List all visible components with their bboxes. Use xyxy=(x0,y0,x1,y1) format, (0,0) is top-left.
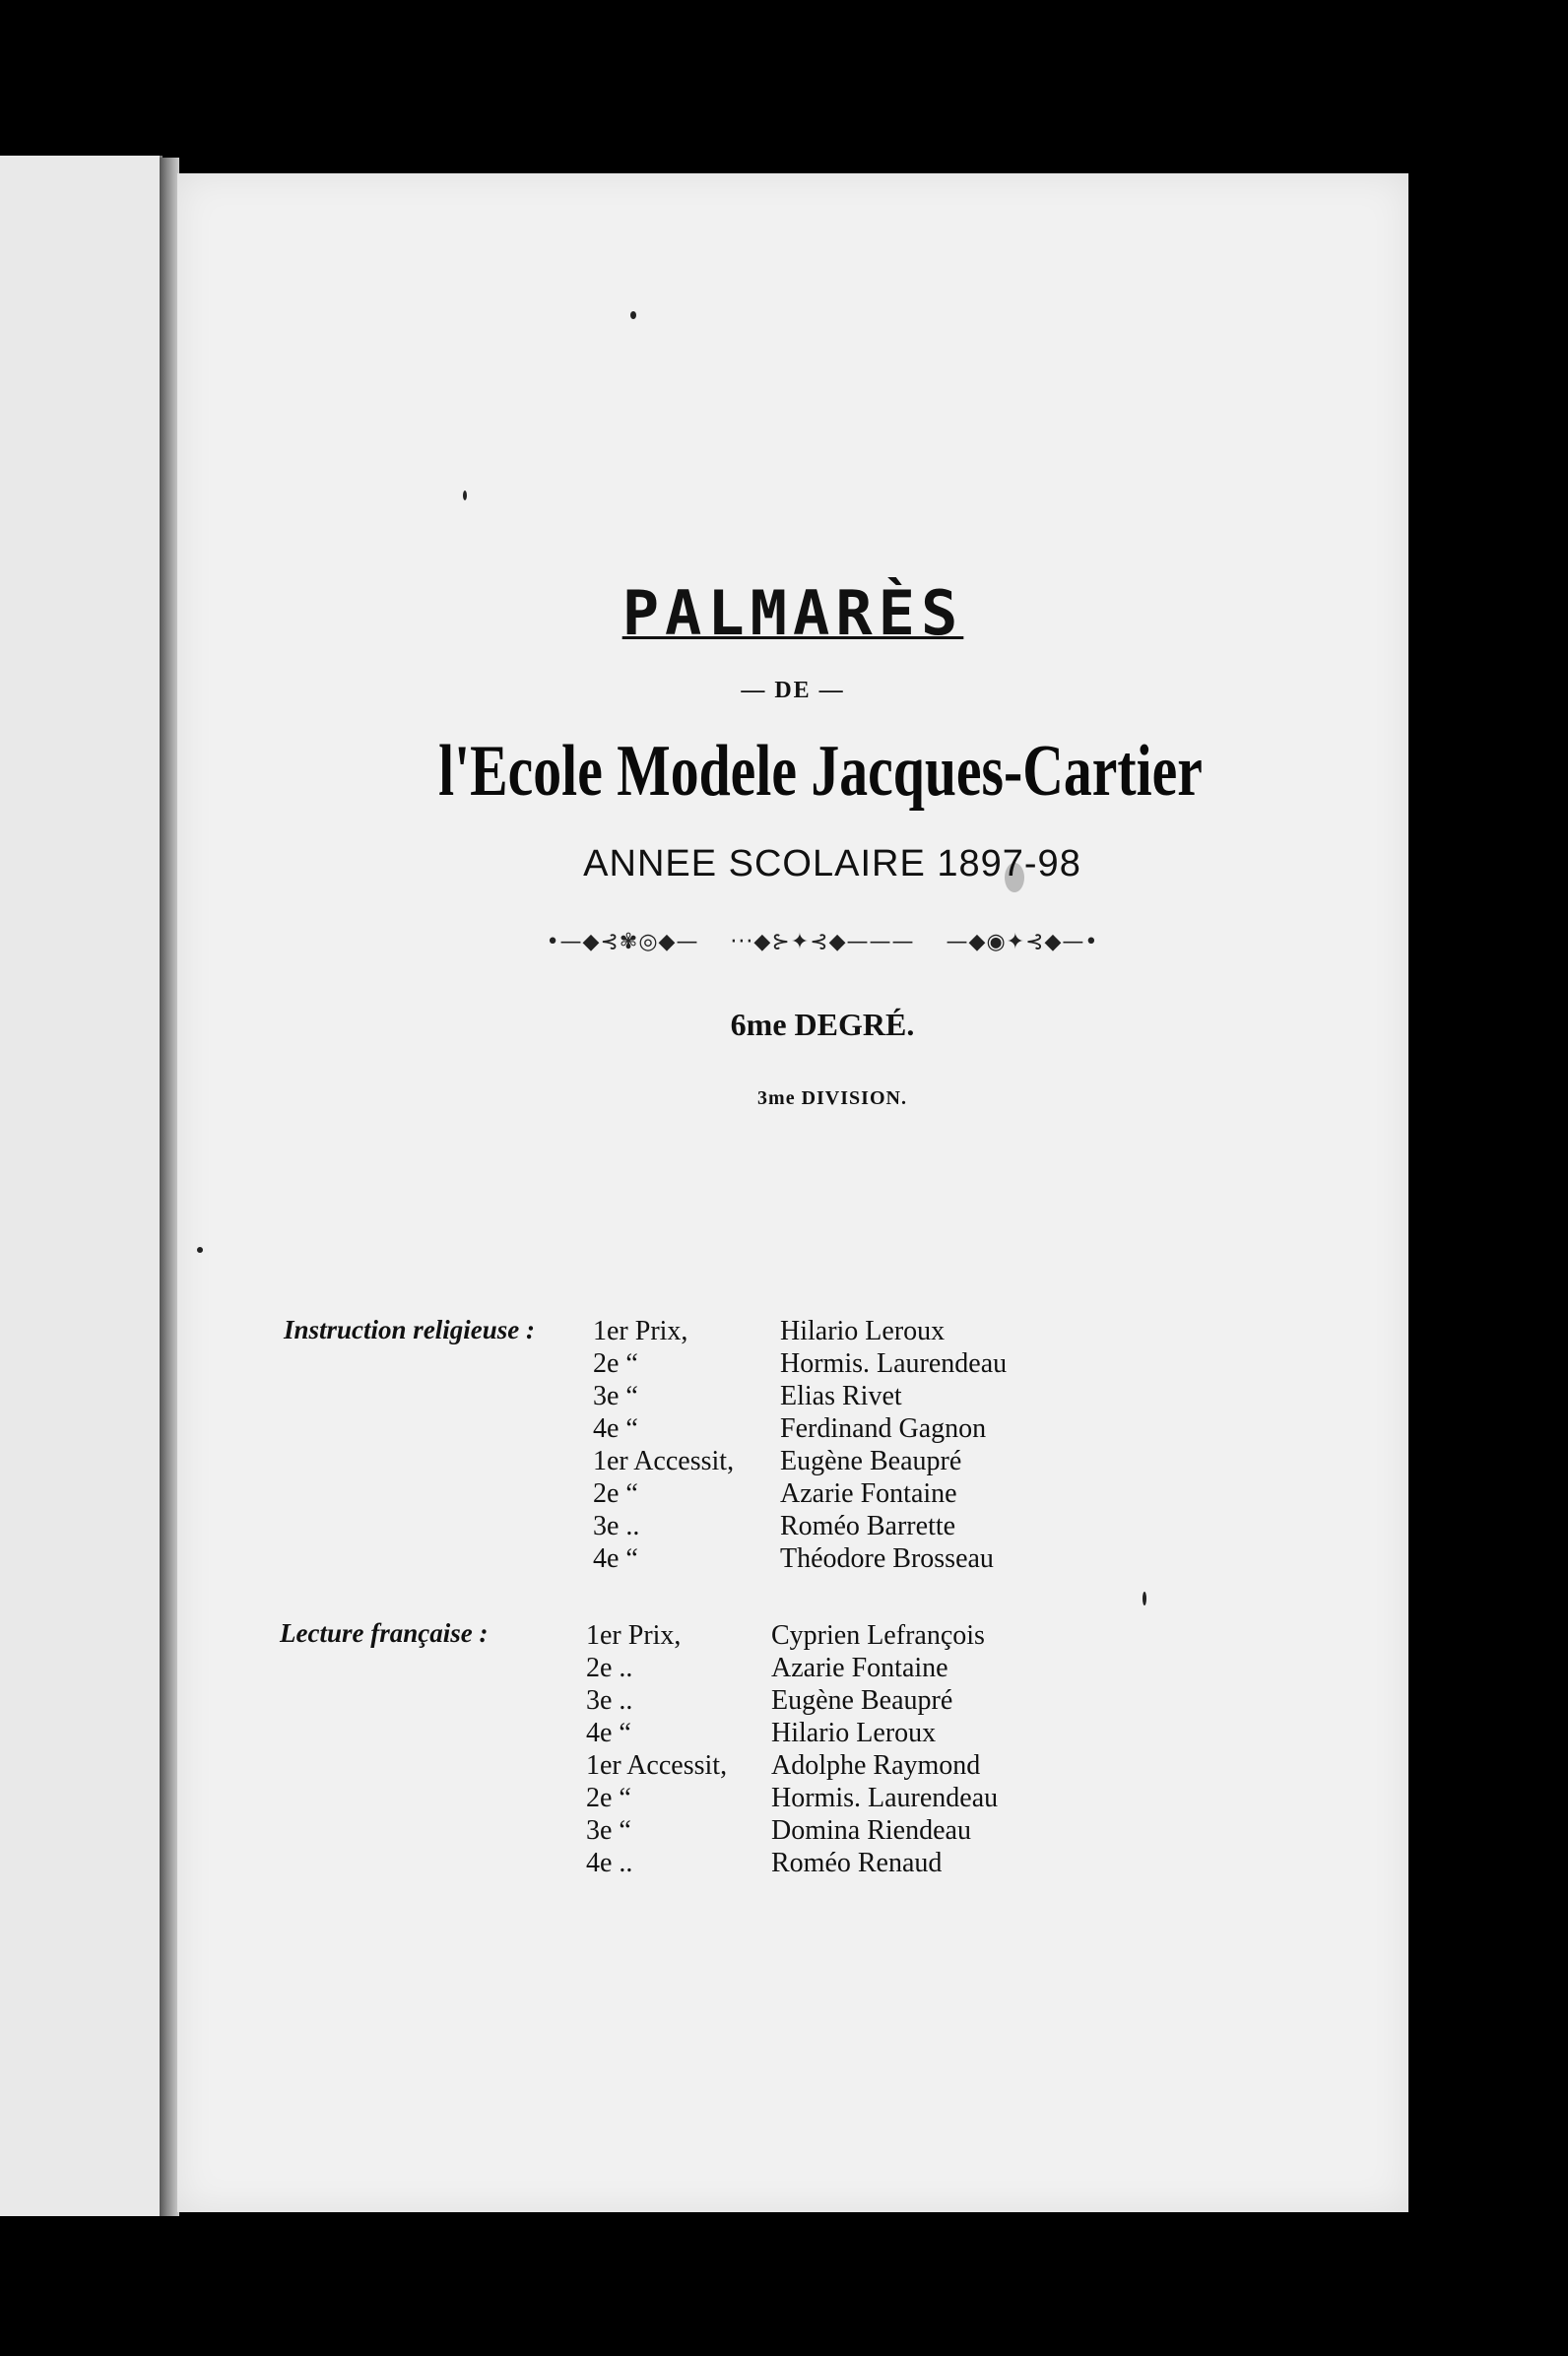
facing-page-edge xyxy=(0,156,163,2216)
document-page xyxy=(177,173,1408,2212)
rank: 2e “ xyxy=(586,1783,631,1813)
student-name: Hormis. Laurendeau xyxy=(771,1783,999,1813)
book-gutter xyxy=(160,158,179,2216)
rank: 4e “ xyxy=(593,1413,638,1444)
student-name: Ferdinand Gagnon xyxy=(780,1413,987,1444)
student-name: Eugène Beaupré xyxy=(771,1685,953,1716)
student-name: Hilario Leroux xyxy=(771,1718,937,1748)
student-name: Roméo Barrette xyxy=(780,1511,956,1541)
rank: 4e “ xyxy=(586,1718,631,1748)
rank: 3e “ xyxy=(593,1381,638,1411)
scan-speck xyxy=(463,491,467,500)
student-name: Domina Riendeau xyxy=(771,1815,971,1846)
student-name: Eugène Beaupré xyxy=(780,1446,962,1476)
school-year: ANNEE SCOLAIRE 1897-98 xyxy=(583,843,1081,884)
student-name: Elias Rivet xyxy=(780,1381,902,1411)
rank: 2e “ xyxy=(593,1348,638,1379)
rank: 3e .. xyxy=(586,1685,633,1716)
page-title: PALMARÈS xyxy=(621,577,964,649)
title-connector: — DE — xyxy=(741,678,845,703)
rank: 1er Prix, xyxy=(593,1316,688,1346)
scan-speck xyxy=(630,311,636,319)
scan-speck xyxy=(1143,1592,1146,1605)
rank: 3e “ xyxy=(586,1815,631,1846)
student-name: Azarie Fontaine xyxy=(780,1478,957,1509)
student-name: Cyprien Lefrançois xyxy=(771,1620,985,1651)
rank: 1er Prix, xyxy=(586,1620,682,1651)
school-name: l'Ecole Modele Jacques-Cartier xyxy=(438,731,1203,812)
rank: 4e “ xyxy=(593,1543,638,1574)
degree-heading: 6me DEGRÉ. xyxy=(730,1007,915,1042)
student-name: Adolphe Raymond xyxy=(771,1750,981,1781)
student-name: Roméo Renaud xyxy=(771,1848,943,1878)
scan-speck xyxy=(197,1247,203,1253)
rank: 4e .. xyxy=(586,1848,633,1878)
rank: 3e .. xyxy=(593,1511,640,1541)
rank: 2e .. xyxy=(586,1653,633,1683)
student-name: Hormis. Laurendeau xyxy=(780,1348,1008,1379)
division-heading: 3me DIVISION. xyxy=(757,1087,907,1109)
rank: 2e “ xyxy=(593,1478,638,1509)
student-name: Azarie Fontaine xyxy=(771,1653,948,1683)
rank: 1er Accessit, xyxy=(593,1446,735,1476)
section-label: Lecture française : xyxy=(280,1618,489,1648)
ornament-divider: •—◆⊰✾◎◆— ···◆⊱✦⊰◆——— —◆◉✦⊰◆—• xyxy=(546,930,1099,954)
rank: 1er Accessit, xyxy=(586,1750,728,1781)
student-name: Théodore Brosseau xyxy=(780,1543,994,1574)
section-label: Instruction religieuse : xyxy=(284,1315,536,1344)
student-name: Hilario Leroux xyxy=(780,1316,946,1346)
